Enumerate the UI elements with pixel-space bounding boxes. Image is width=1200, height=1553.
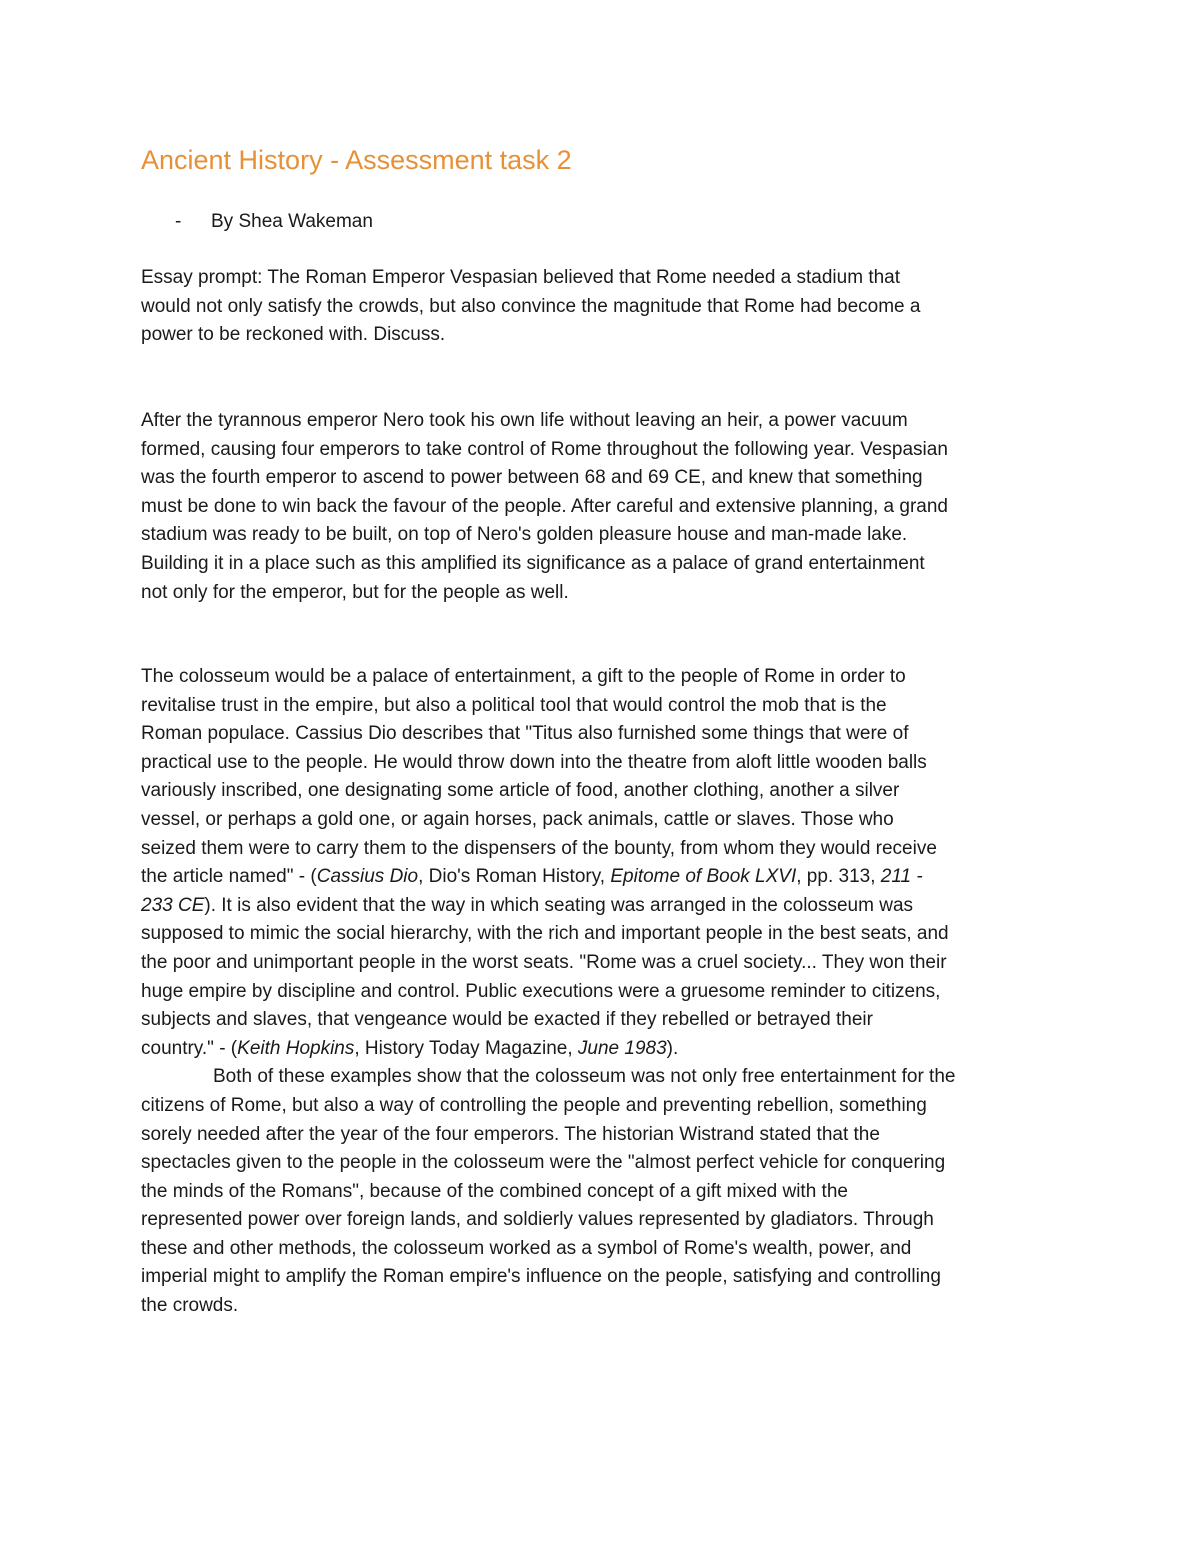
text-line: Roman populace. Cassius Dio describes that "Titus also furnished some things that were of <box>141 723 909 745</box>
text-line: not only for the emperor, but for the people as well. <box>141 581 569 603</box>
text-run: ). It is also evident that the way in which seating was arranged in the colosseum was <box>204 894 914 916</box>
text-line: vessel, or perhaps a gold one, or again horses, pack animals, cattle or slaves. Those who <box>141 808 894 830</box>
list-dash: - <box>175 211 182 232</box>
text-line: the crowds. <box>141 1295 239 1317</box>
citation-line <box>141 892 1066 921</box>
author-line <box>175 207 373 237</box>
text-line: the poor and unimportant people in the worst seats. "Rome was a cruel society... They won their <box>141 951 947 973</box>
text-run: the article named" - ( <box>141 866 317 888</box>
text-line: would not only satisfy the crowds, but also convince the magnitude that Rome had become a <box>141 295 921 317</box>
text-line: After the tyrannous emperor Nero took his own life without leaving an heir, a power vacuum <box>141 410 908 431</box>
text-line: Both of these examples show that the colosseum was not only free entertainment for the <box>213 1066 956 1088</box>
citation-line <box>141 863 1066 892</box>
text-line: power to be reckoned with. Discuss. <box>141 324 446 346</box>
text-run: , History Today Magazine, <box>354 1037 578 1059</box>
text-line: huge empire by discipline and control. Public executions were a gruesome reminder to citizens, <box>141 980 941 1002</box>
text-line: imperial might to amplify the Roman empire's influence on the people, satisfying and controlling <box>141 1266 941 1288</box>
text-line: practical use to the people. He would throw down into the theatre from aloft little wooden balls <box>141 751 927 773</box>
paragraph-body <box>141 663 1066 1321</box>
document-title: Ancient History - Assessment task 2 <box>141 145 572 175</box>
text-line: variously inscribed, one designating some article of food, another clothing, another a silver <box>141 780 900 802</box>
paragraph-intro <box>141 407 1066 607</box>
text-line: must be done to win back the favour of the people. After careful and extensive planning, a grand <box>141 495 948 517</box>
citation-author: Cassius Dio <box>316 866 419 888</box>
text-line: spectacles given to the people in the colosseum were the "almost perfect vehicle for conquering <box>141 1152 946 1174</box>
text-line: these and other methods, the colosseum worked as a symbol of Rome's wealth, power, and <box>141 1237 912 1259</box>
text-line: citizens of Rome, but also a way of controlling the people and preventing rebellion, something <box>141 1094 927 1116</box>
text-line: formed, causing four emperors to take control of Rome throughout the following year. Vespasian <box>141 438 948 460</box>
citation-source: Epitome of Book LXVI <box>610 866 797 888</box>
text-line: Essay prompt: The Roman Emperor Vespasian believed that Rome needed a stadium that <box>141 267 901 288</box>
text-line: Building it in a place such as this amplified its significance as a palace of grand entertainment <box>141 552 925 574</box>
text-run: , pp. 313, <box>796 866 881 888</box>
citation-author: Keith Hopkins <box>237 1037 355 1059</box>
author-name: By Shea Wakeman <box>211 211 373 232</box>
text-line: The colosseum would be a palace of entertainment, a gift to the people of Rome in order to <box>141 666 906 687</box>
text-line: seized them were to carry them to the dispensers of the bounty, from whom they would receive <box>141 837 937 859</box>
citation-line <box>141 1035 1066 1064</box>
essay-prompt <box>141 264 1066 350</box>
text-run: country." - ( <box>141 1037 238 1059</box>
text-line: supposed to mimic the social hierarchy, with the rich and important people in the best seats, and <box>141 923 949 945</box>
citation-date: 211 - <box>880 866 923 888</box>
text-line: was the fourth emperor to ascend to power between 68 and 69 CE, and knew that something <box>141 467 923 489</box>
text-line: stadium was ready to be built, on top of Nero's golden pleasure house and man-made lake. <box>141 524 908 546</box>
text-line: represented power over foreign lands, and soldierly values represented by gladiators. Through <box>141 1209 934 1231</box>
text-line: the minds of the Romans", because of the combined concept of a gift mixed with the <box>141 1180 848 1202</box>
text-line: subjects and slaves, that vengeance would be exacted if they rebelled or betrayed their <box>141 1009 873 1031</box>
citation-date: 233 CE <box>141 894 205 916</box>
text-line: sorely needed after the year of the four emperors. The historian Wistrand stated that the <box>141 1123 880 1145</box>
text-run: ). <box>666 1037 679 1059</box>
text-line: revitalise trust in the empire, but also a political tool that would control the mob that is the <box>141 694 887 716</box>
text-run: , Dio's Roman History, <box>418 866 611 888</box>
citation-date: June 1983 <box>577 1037 667 1059</box>
